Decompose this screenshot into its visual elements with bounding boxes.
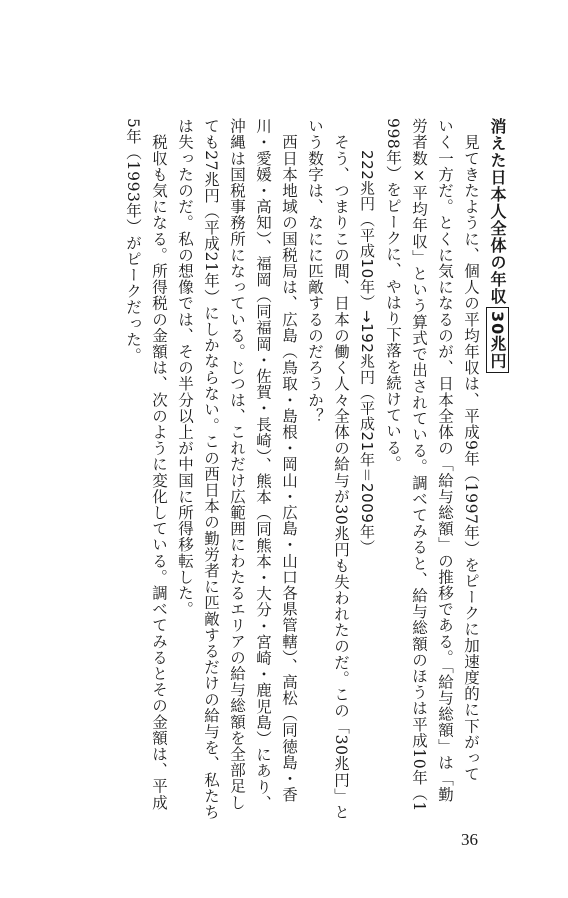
text-line: いう数字は、なにに匹敵するのだろうか？ bbox=[306, 118, 324, 424]
text-line: いく一方だ。とくに気になるのが、日本全体の「給与総額」の推移である。「給与総額」は「勤 bbox=[436, 118, 454, 803]
heading-title: 消えた日本人全体の年収 bbox=[488, 118, 507, 305]
text-line: ても27兆円（平成21年）にしかならない。この西日本の勤労者に匹敵するだけの給与を、私たち bbox=[202, 118, 220, 820]
text-line: 川・愛媛・高知）、福岡（同福岡・佐賀・長崎）、熊本（同熊本・大分・宮崎・鹿児島）にあり、 bbox=[254, 118, 272, 811]
text-line: 労者数×平均年収」という算式で出されている。調べてみると、給与総額のほうは平成10年（1 bbox=[410, 118, 428, 812]
text-line: は失ったのだ。私の想像では、その半分以上が中国に所得移転した。 bbox=[176, 118, 194, 618]
text-line: 税収も気になる。所得税の金額は、次のように変化している。調べてみるとその金額は、平成 bbox=[150, 118, 168, 811]
section-heading bbox=[484, 118, 510, 778]
heading-boxed-amount: 30兆円 bbox=[486, 307, 509, 373]
vertical-text-block bbox=[120, 118, 510, 820]
page-number: 36 bbox=[461, 830, 478, 849]
text-line: 見てきたように、個人の平均年収は、平成9年（1997年）をピークに加速度的に下がって bbox=[462, 118, 480, 783]
text-line: 5年（1993年）がピークだった。 bbox=[124, 118, 142, 364]
text-line: 西日本地域の国税局は、広島（鳥取・島根・岡山・広島・山口各県管轄）、高松（同徳島・香 bbox=[280, 118, 298, 803]
salary-total-formula: 222兆円（平成10年）→192兆円（平成21年＝2009年） bbox=[358, 150, 376, 555]
text-line: 沖縄は国税事務所になっている。じつは、これだけ広範囲にわたるエリアの給与総額を全部足し bbox=[228, 118, 246, 811]
text-line: 998年）をピークに、やはり下落を続けている。 bbox=[384, 118, 402, 472]
text-line: そう、つまりこの間、日本の働く人々全体の給与が30兆円も失われたのだ。この「30兆円」と bbox=[332, 118, 350, 820]
